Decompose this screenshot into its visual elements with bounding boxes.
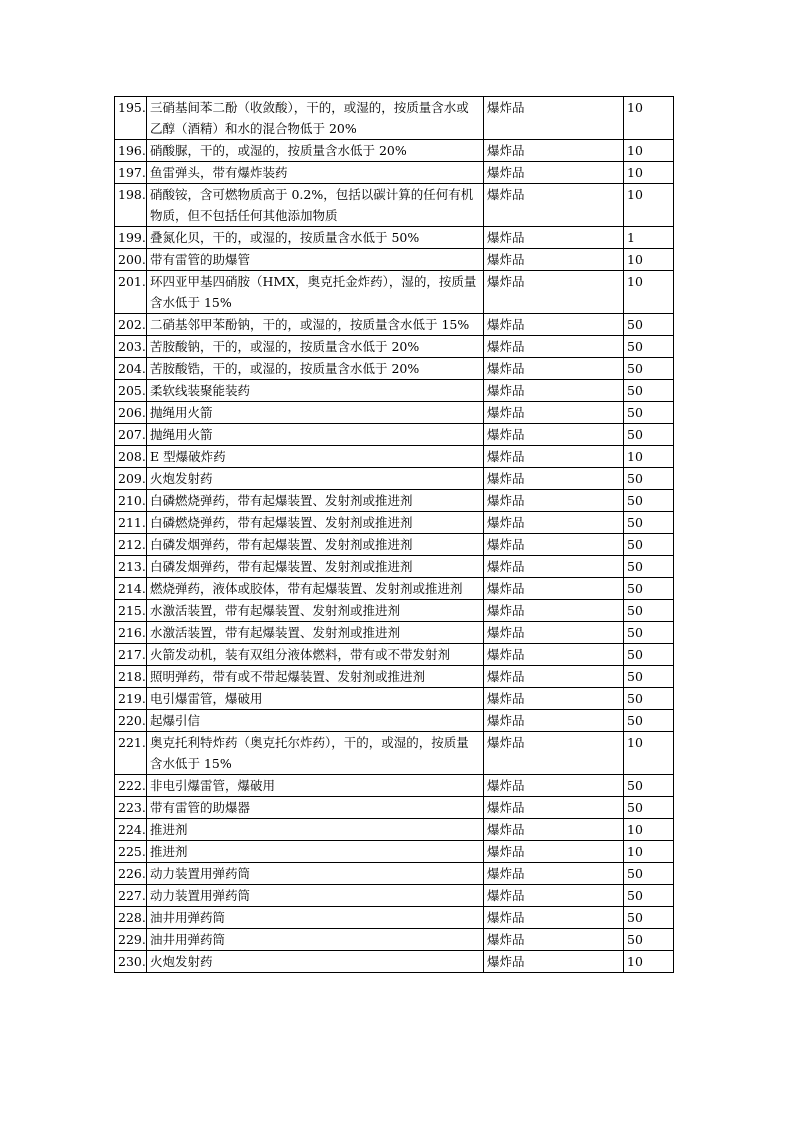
substance-name: 白磷燃烧弹药，带有起爆装置、发射剂或推进剂 <box>147 512 484 534</box>
row-number: 200. <box>115 249 147 271</box>
hazard-category: 爆炸品 <box>484 380 624 402</box>
threshold-quantity: 50 <box>624 644 674 666</box>
threshold-quantity: 50 <box>624 622 674 644</box>
table-row <box>115 666 674 688</box>
threshold-quantity: 50 <box>624 929 674 951</box>
threshold-quantity: 50 <box>624 797 674 819</box>
hazard-category: 爆炸品 <box>484 184 624 227</box>
hazard-category: 爆炸品 <box>484 271 624 314</box>
row-number: 214. <box>115 578 147 600</box>
table-row <box>115 863 674 885</box>
substance-name: 硝酸铵，含可燃物质高于 0.2%，包括以碳计算的任何有机物质，但不包括任何其他添加物质 <box>147 184 484 227</box>
threshold-quantity: 50 <box>624 710 674 732</box>
table-row <box>115 797 674 819</box>
row-number: 205. <box>115 380 147 402</box>
table-row <box>115 140 674 162</box>
hazard-category: 爆炸品 <box>484 600 624 622</box>
hazard-category: 爆炸品 <box>484 512 624 534</box>
substance-name: 带有雷管的助爆管 <box>147 249 484 271</box>
threshold-quantity: 10 <box>624 97 674 140</box>
table-row <box>115 732 674 775</box>
hazard-category: 爆炸品 <box>484 775 624 797</box>
hazard-category: 爆炸品 <box>484 162 624 184</box>
row-number: 212. <box>115 534 147 556</box>
substance-name: 油井用弹药筒 <box>147 929 484 951</box>
substance-name: 照明弹药，带有或不带起爆装置、发射剂或推进剂 <box>147 666 484 688</box>
row-number: 215. <box>115 600 147 622</box>
hazard-category: 爆炸品 <box>484 249 624 271</box>
table-row <box>115 446 674 468</box>
table-row <box>115 710 674 732</box>
hazard-category: 爆炸品 <box>484 490 624 512</box>
substance-name: 环四亚甲基四硝胺（HMX，奥克托金炸药），湿的，按质量含水低于 15% <box>147 271 484 314</box>
substance-name: 推进剂 <box>147 841 484 863</box>
hazard-category: 爆炸品 <box>484 841 624 863</box>
hazard-category: 爆炸品 <box>484 710 624 732</box>
row-number: 222. <box>115 775 147 797</box>
row-number: 226. <box>115 863 147 885</box>
row-number: 219. <box>115 688 147 710</box>
substance-name: 火箭发动机，装有双组分液体燃料，带有或不带发射剂 <box>147 644 484 666</box>
table-row <box>115 841 674 863</box>
row-number: 213. <box>115 556 147 578</box>
table-row <box>115 775 674 797</box>
hazard-category: 爆炸品 <box>484 336 624 358</box>
threshold-quantity: 50 <box>624 490 674 512</box>
table-row <box>115 402 674 424</box>
substance-name: 带有雷管的助爆器 <box>147 797 484 819</box>
table-row <box>115 600 674 622</box>
row-number: 207. <box>115 424 147 446</box>
table-row <box>115 184 674 227</box>
row-number: 210. <box>115 490 147 512</box>
substance-name: 白磷燃烧弹药，带有起爆装置、发射剂或推进剂 <box>147 490 484 512</box>
substance-name: 奥克托利特炸药（奥克托尔炸药），干的，或湿的，按质量含水低于 15% <box>147 732 484 775</box>
table-row <box>115 512 674 534</box>
table-row <box>115 490 674 512</box>
threshold-quantity: 10 <box>624 951 674 973</box>
hazard-category: 爆炸品 <box>484 688 624 710</box>
hazard-category: 爆炸品 <box>484 534 624 556</box>
threshold-quantity: 10 <box>624 162 674 184</box>
threshold-quantity: 50 <box>624 380 674 402</box>
row-number: 198. <box>115 184 147 227</box>
table-row <box>115 885 674 907</box>
hazardous-substances-table <box>114 96 674 973</box>
table-row <box>115 819 674 841</box>
threshold-quantity: 10 <box>624 271 674 314</box>
table-row <box>115 534 674 556</box>
threshold-quantity: 10 <box>624 249 674 271</box>
row-number: 203. <box>115 336 147 358</box>
row-number: 197. <box>115 162 147 184</box>
row-number: 195. <box>115 97 147 140</box>
substance-name: 苦胺酸锆，干的，或湿的，按质量含水低于 20% <box>147 358 484 380</box>
substance-name: 抛绳用火箭 <box>147 424 484 446</box>
hazard-category: 爆炸品 <box>484 819 624 841</box>
table-row <box>115 314 674 336</box>
row-number: 204. <box>115 358 147 380</box>
row-number: 196. <box>115 140 147 162</box>
hazard-category: 爆炸品 <box>484 885 624 907</box>
row-number: 225. <box>115 841 147 863</box>
substance-name: E 型爆破炸药 <box>147 446 484 468</box>
threshold-quantity: 50 <box>624 600 674 622</box>
substance-name: 起爆引信 <box>147 710 484 732</box>
row-number: 202. <box>115 314 147 336</box>
table-row <box>115 951 674 973</box>
table-row <box>115 380 674 402</box>
hazard-category: 爆炸品 <box>484 446 624 468</box>
hazard-category: 爆炸品 <box>484 424 624 446</box>
table-row <box>115 249 674 271</box>
hazard-category: 爆炸品 <box>484 666 624 688</box>
threshold-quantity: 50 <box>624 907 674 929</box>
threshold-quantity: 10 <box>624 184 674 227</box>
table-row <box>115 358 674 380</box>
table-body <box>115 97 674 973</box>
row-number: 220. <box>115 710 147 732</box>
threshold-quantity: 50 <box>624 556 674 578</box>
table-row <box>115 271 674 314</box>
row-number: 227. <box>115 885 147 907</box>
hazard-category: 爆炸品 <box>484 358 624 380</box>
hazard-category: 爆炸品 <box>484 907 624 929</box>
row-number: 229. <box>115 929 147 951</box>
row-number: 216. <box>115 622 147 644</box>
threshold-quantity: 50 <box>624 358 674 380</box>
substance-name: 水激活装置，带有起爆装置、发射剂或推进剂 <box>147 622 484 644</box>
substance-name: 硝酸脲，干的，或湿的，按质量含水低于 20% <box>147 140 484 162</box>
threshold-quantity: 10 <box>624 841 674 863</box>
threshold-quantity: 50 <box>624 688 674 710</box>
row-number: 217. <box>115 644 147 666</box>
substance-name: 非电引爆雷管，爆破用 <box>147 775 484 797</box>
row-number: 211. <box>115 512 147 534</box>
row-number: 223. <box>115 797 147 819</box>
threshold-quantity: 1 <box>624 227 674 249</box>
hazard-category: 爆炸品 <box>484 468 624 490</box>
substance-name: 鱼雷弹头，带有爆炸装药 <box>147 162 484 184</box>
row-number: 209. <box>115 468 147 490</box>
threshold-quantity: 50 <box>624 578 674 600</box>
substance-name: 苦胺酸钠，干的，或湿的，按质量含水低于 20% <box>147 336 484 358</box>
table-row <box>115 644 674 666</box>
substance-name: 水激活装置，带有起爆装置、发射剂或推进剂 <box>147 600 484 622</box>
hazard-category: 爆炸品 <box>484 622 624 644</box>
threshold-quantity: 10 <box>624 140 674 162</box>
substance-name: 柔软线装聚能装药 <box>147 380 484 402</box>
hazard-category: 爆炸品 <box>484 863 624 885</box>
substance-name: 推进剂 <box>147 819 484 841</box>
substance-name: 火炮发射药 <box>147 468 484 490</box>
row-number: 206. <box>115 402 147 424</box>
hazard-category: 爆炸品 <box>484 556 624 578</box>
table-row <box>115 907 674 929</box>
threshold-quantity: 50 <box>624 534 674 556</box>
hazard-category: 爆炸品 <box>484 97 624 140</box>
row-number: 208. <box>115 446 147 468</box>
hazard-category: 爆炸品 <box>484 140 624 162</box>
threshold-quantity: 50 <box>624 666 674 688</box>
hazard-category: 爆炸品 <box>484 644 624 666</box>
threshold-quantity: 10 <box>624 446 674 468</box>
substance-name: 抛绳用火箭 <box>147 402 484 424</box>
substance-name: 火炮发射药 <box>147 951 484 973</box>
substance-name: 电引爆雷管，爆破用 <box>147 688 484 710</box>
threshold-quantity: 50 <box>624 314 674 336</box>
table-row <box>115 468 674 490</box>
table-row <box>115 622 674 644</box>
threshold-quantity: 50 <box>624 512 674 534</box>
table-row <box>115 424 674 446</box>
hazard-category: 爆炸品 <box>484 929 624 951</box>
table-row <box>115 578 674 600</box>
table-row <box>115 688 674 710</box>
substance-name: 燃烧弹药，液体或胶体，带有起爆装置、发射剂或推进剂 <box>147 578 484 600</box>
hazard-category: 爆炸品 <box>484 227 624 249</box>
threshold-quantity: 50 <box>624 424 674 446</box>
table-row <box>115 162 674 184</box>
row-number: 230. <box>115 951 147 973</box>
table-row <box>115 97 674 140</box>
threshold-quantity: 50 <box>624 468 674 490</box>
table-row <box>115 336 674 358</box>
hazard-category: 爆炸品 <box>484 402 624 424</box>
threshold-quantity: 10 <box>624 732 674 775</box>
substance-name: 三硝基间苯二酚（收敛酸），干的，或湿的，按质量含水或乙醇（酒精）和水的混合物低于 20% <box>147 97 484 140</box>
threshold-quantity: 10 <box>624 819 674 841</box>
substance-name: 动力装置用弹药筒 <box>147 885 484 907</box>
row-number: 201. <box>115 271 147 314</box>
threshold-quantity: 50 <box>624 336 674 358</box>
row-number: 199. <box>115 227 147 249</box>
substance-name: 油井用弹药筒 <box>147 907 484 929</box>
hazard-category: 爆炸品 <box>484 951 624 973</box>
hazard-category: 爆炸品 <box>484 578 624 600</box>
table-row <box>115 227 674 249</box>
threshold-quantity: 50 <box>624 402 674 424</box>
row-number: 224. <box>115 819 147 841</box>
hazard-category: 爆炸品 <box>484 314 624 336</box>
row-number: 218. <box>115 666 147 688</box>
threshold-quantity: 50 <box>624 775 674 797</box>
substance-name: 二硝基邻甲苯酚钠，干的，或湿的，按质量含水低于 15% <box>147 314 484 336</box>
substance-name: 动力装置用弹药筒 <box>147 863 484 885</box>
row-number: 221. <box>115 732 147 775</box>
hazard-category: 爆炸品 <box>484 797 624 819</box>
table-row <box>115 556 674 578</box>
substance-name: 白磷发烟弹药，带有起爆装置、发射剂或推进剂 <box>147 534 484 556</box>
table-row <box>115 929 674 951</box>
row-number: 228. <box>115 907 147 929</box>
substance-name: 白磷发烟弹药，带有起爆装置、发射剂或推进剂 <box>147 556 484 578</box>
hazard-category: 爆炸品 <box>484 732 624 775</box>
threshold-quantity: 50 <box>624 863 674 885</box>
threshold-quantity: 50 <box>624 885 674 907</box>
substance-name: 叠氮化贝，干的，或湿的，按质量含水低于 50% <box>147 227 484 249</box>
